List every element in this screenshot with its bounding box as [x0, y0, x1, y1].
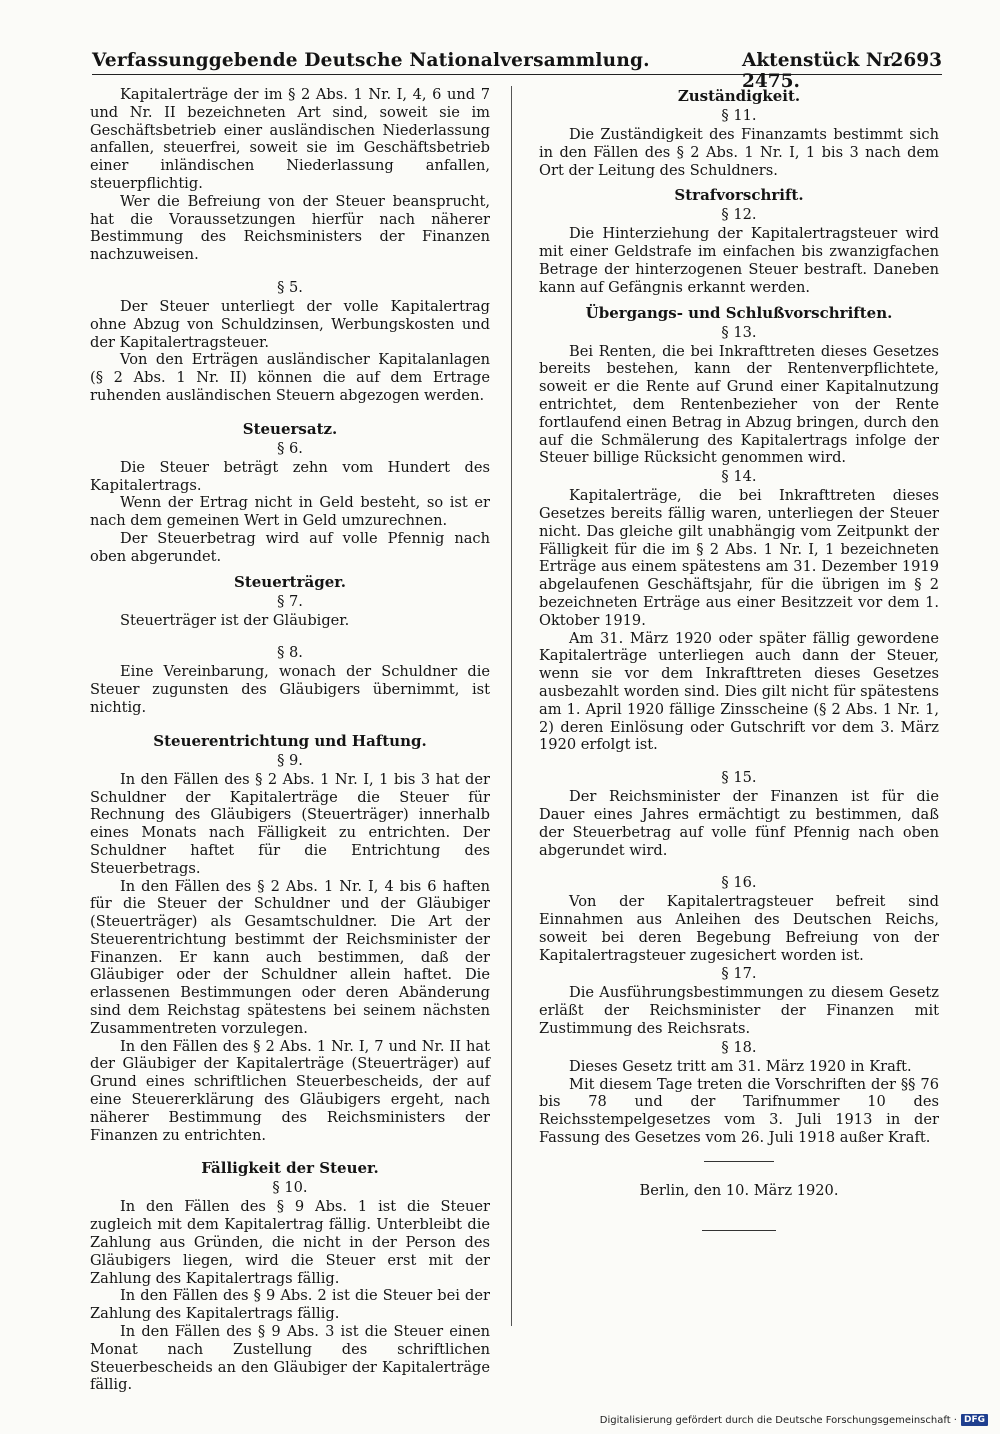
section-number-18: § 18. [721, 1038, 757, 1056]
separator-rule [702, 1230, 776, 1231]
section-number-7: § 7. [277, 592, 303, 610]
section-number-15: § 15. [721, 769, 757, 787]
section-number-6: § 6. [277, 439, 303, 457]
page-number: 2693 [890, 50, 942, 71]
section-heading-faelligkeit: Fälligkeit der Steuer. [201, 1159, 379, 1178]
paragraph: Eine Vereinbarung, wonach der Schuldner die Steuer zugunsten des Gläubigers übernimmt, ist nichtig. [90, 663, 490, 716]
left-column [90, 86, 490, 1394]
paragraph: Der Steuer unterliegt der volle Kapitalertrag ohne Abzug von Schuldzinsen, Werbungskosten und der Kapitalertragsteuer. [90, 297, 490, 351]
right-column [539, 86, 939, 1231]
footer-text: Digitalisierung gefördert durch die Deutsche Forschungsgemeinschaft · [599, 1414, 957, 1426]
paragraph: Von der Kapitalertragsteuer befreit sind Einnahmen aus Anleihen des Deutschen Reichs, soweit bei deren Begebung Befreiung von der Kapitalertragsteuer zugesichert worden ist. [539, 893, 939, 964]
section-number-5: § 5. [277, 278, 303, 296]
section-heading-uebergang: Übergangs- und Schlußvorschriften. [585, 303, 893, 322]
section-number-8: § 8. [277, 644, 303, 662]
separator-rule [704, 1161, 774, 1162]
section-number-16: § 16. [721, 874, 757, 892]
digitization-credit [600, 1414, 988, 1426]
section-number-9: § 9. [277, 751, 303, 769]
signoff-date: Berlin, den 10. März 1920. [639, 1181, 839, 1199]
section-number-12: § 12. [721, 206, 757, 224]
header-title: Verfassunggebende Deutsche Nationalversammlung. [92, 50, 650, 71]
paragraph: Wer die Befreiung von der Steuer beansprucht, hat die Voraussetzungen hierfür nach näherer Bestimmung des Reichsministers der Finanzen nachzuweisen. [90, 192, 490, 264]
paragraph: Von den Erträgen ausländischer Kapitalanlagen (§ 2 Abs. 1 Nr. II) können die auf dem Ertrage ruhenden ausländischen Steuern abgezogen werden. [90, 351, 490, 404]
section-heading-steuertraeger: Steuerträger. [234, 572, 346, 591]
paragraph: Steuerträger ist der Gläubiger. [120, 611, 350, 629]
paragraph: In den Fällen des § 9 Abs. 2 ist die Steuer bei der Zahlung des Kapitalertrags fällig. [90, 1287, 490, 1323]
column-divider [511, 86, 512, 1326]
paragraph: In den Fällen des § 2 Abs. 1 Nr. I, 1 bis 3 hat der Schuldner der Kapitalerträge die Steuer für Rechnung des Gläubigers (Steuerträger) innerhalb eines Monats nach Fälligkeit zu entrichten. Der Schuldner haftet für die Entrichtung des Steuerbetrags. [90, 770, 490, 877]
section-number-10: § 10. [272, 1179, 308, 1197]
paragraph: Kapitalerträge der im § 2 Abs. 1 Nr. I, 4, 6 und 7 und Nr. II bezeichneten Art sind, soweit sie im Geschäftsbetrieb einer ausländischen Niederlassung anfallen, steuerfrei, soweit sie im Geschäftsbetrieb einer inländischen Niederlassung anfallen, steuerpflichtig. [90, 86, 490, 192]
paragraph: Die Ausführungsbestimmungen zu diesem Gesetz erläßt der Reichsminister der Finanzen mit Zustimmung des Reichsrats. [539, 984, 939, 1038]
section-number-14: § 14. [721, 468, 757, 486]
header-doc-number: Aktenstück Nr. 2475. [742, 50, 898, 92]
paragraph: Wenn der Ertrag nicht in Geld besteht, so ist er nach dem gemeinen Wert in Geld umzurechnen. [90, 494, 490, 530]
paragraph: Die Steuer beträgt zehn vom Hundert des Kapitalertrags. [90, 458, 490, 494]
paragraph: Kapitalerträge, die bei Inkrafttreten dieses Gesetzes bereits fällig waren, unterliegen der Steuer nicht. Das gleiche gilt unabhängig vom Zeitpunkt der Fälligkeit für die im § 2 Abs. 1 Nr. I, 1 bezeichneten Erträge aus einem spätestens am 31. Dezember 1919 abgelaufenen Geschäftsjahr, für die übrigen im § 2 bezeichneten Erträge aus einer Besitzzeit vor dem 1. Oktober 1919. [539, 487, 939, 629]
paragraph: Der Reichsminister der Finanzen ist für die Dauer eines Jahres ermächtigt zu bestimmen, daß der Steuerbetrag auf volle fünf Pfennig nach oben abgerundet wird. [539, 788, 939, 859]
dfg-logo: DFG [961, 1414, 988, 1426]
section-number-13: § 13. [721, 323, 757, 341]
paragraph: Dieses Gesetz tritt am 31. März 1920 in Kraft. [569, 1057, 912, 1075]
section-number-17: § 17. [721, 965, 757, 983]
paragraph: In den Fällen des § 9 Abs. 1 ist die Steuer zugleich mit dem Kapitalertrag fällig. Unterbleibt die Zahlung aus Gründen, die nicht in der Person des Gläubigers liegen, wird die Steuer erst mit der Zahlung des Kapitalertrags fällig. [90, 1198, 490, 1287]
paragraph: Die Hinterziehung der Kapitalertragsteuer wird mit einer Geldstrafe im einfachen bis zwanzigfachen Betrage der hinterzogenen Steuer bestraft. Daneben kann auf Gefängnis erkannt werden. [539, 225, 939, 296]
section-number-11: § 11. [721, 107, 757, 124]
paragraph: Am 31. März 1920 oder später fällig gewordene Kapitalerträge unterliegen auch dann der Steuer, wenn sie vor dem Inkrafttreten dieses Gesetzes ausbezahlt worden sind. Dies gilt nicht für spätestens am 1. April 1920 fällige Zinsscheine (§ 2 Abs. 1 Nr. 1, 2) deren Einlösung oder Gutschrift vor dem 3. März 1920 erfolgt ist. [539, 629, 939, 754]
paragraph: Der Steuerbetrag wird auf volle Pfennig nach oben abgerundet. [90, 529, 490, 565]
paragraph: Mit diesem Tage treten die Vorschriften der §§ 76 bis 78 und der Tarifnummer 10 des Reichsstempelgesetzes vom 3. Juli 1913 in der Fassung des Gesetzes vom 26. Juli 1918 außer Kraft. [539, 1075, 939, 1147]
section-heading-strafvorschrift: Strafvorschrift. [674, 186, 804, 205]
paragraph: In den Fällen des § 9 Abs. 3 ist die Steuer einen Monat nach Zustellung des schriftlichen Steuerbescheids an den Gläubiger der Kapitalerträge fällig. [90, 1323, 490, 1394]
paragraph: Bei Renten, die bei Inkrafttreten dieses Gesetzes bereits bestehen, kann der Rentenverpflichtete, soweit er die Rente auf Grund einer Kapitalnutzung entrichtet, dem Rentenbezieher von der Rente fortlaufend einen Betrag in Abzug bringen, durch den auf die Schmälerung des Kapitalertrags infolge der Steuer billige Rücksicht genommen wird. [539, 342, 939, 467]
section-heading-steuersatz: Steuersatz. [242, 419, 338, 438]
section-heading-entrichtung: Steuerentrichtung und Haftung. [153, 731, 427, 750]
paragraph: Die Zuständigkeit des Finanzamts bestimmt sich in den Fällen des § 2 Abs. 1 Nr. I, 1 bis 3 nach dem Ort der Leitung des Schuldners. [539, 126, 939, 179]
section-heading-zustaendigkeit: Zuständigkeit. [677, 87, 801, 105]
paragraph: In den Fällen des § 2 Abs. 1 Nr. I, 4 bis 6 haften für die Steuer der Schuldner und der Gläubiger (Steuerträger) als Gesamtschuldner. Die Art der Steuerentrichtung bestimmt der Reichsminister der Finanzen. Er kann auch bestimmen, daß der Gläubiger oder der Schuldner allein haftet. Die erlassenen Bestimmungen oder deren Abänderung sind dem Reichstag spätestens bei seinem nächsten Zusammentreten vorzulegen. [90, 877, 490, 1037]
paragraph: In den Fällen des § 2 Abs. 1 Nr. I, 7 und Nr. II hat der Gläubiger der Kapitalerträge (Steuerträger) auf Grund eines schriftlichen Steuerbescheids, der auf eine Steuererklärung des Gläubigers ergeht, nach näherer Bestimmung des Reichsministers der Finanzen zu entrichten. [90, 1037, 490, 1144]
running-head [92, 44, 942, 92]
